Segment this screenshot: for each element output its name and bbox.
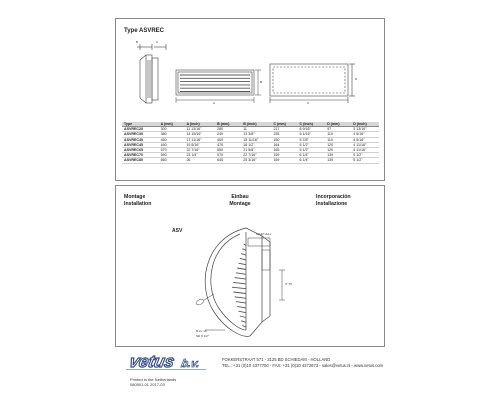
- louvre-slat: [242, 326, 246, 328]
- table-cell: 14 15/16": [184, 132, 215, 137]
- table-cell: 490: [159, 142, 185, 147]
- front-dim-a: A: [213, 101, 216, 105]
- table-cell: 164: [271, 142, 297, 147]
- table-cell: 300: [159, 127, 185, 132]
- table-cell: 240: [215, 132, 241, 137]
- louvre-slat: [235, 297, 246, 299]
- table-cell: 139: [325, 158, 351, 163]
- table-cell: 590: [159, 153, 185, 158]
- document-code: 080501.01 2017-03: [130, 382, 165, 387]
- louvre-slat: [237, 268, 246, 270]
- table-cell: 4 5/16": [351, 132, 379, 137]
- heading-incorporacion-es: Incorporación: [316, 194, 351, 200]
- column-header: C (mm): [271, 122, 297, 127]
- side-dim-b: B: [136, 40, 139, 44]
- louvre-slat: [233, 282, 246, 284]
- table-cell: 470: [215, 142, 241, 147]
- type-title: Type ASVREC: [124, 28, 165, 34]
- table-cell: 159: [271, 153, 297, 158]
- table-cell: 11: [241, 127, 271, 132]
- front-dim-b: B: [260, 80, 263, 84]
- printed-in: Printed in the Netherlands: [130, 377, 177, 382]
- table-cell: 450: [159, 137, 185, 142]
- company-address: [222, 357, 383, 369]
- table-cell: 280: [215, 127, 241, 132]
- louvre-slat: [237, 306, 246, 308]
- table-cell: 4 11/16": [351, 142, 379, 147]
- table-cell: 5 1/2": [298, 142, 326, 147]
- table-cell: 550: [215, 148, 241, 153]
- address-line-2: TEL.: +31 (0)10 4377700 - FAX: +31 (0)10 4372673 - sales@vetus.nl - www.vetus.com: [222, 363, 384, 368]
- louvre-slat: [241, 321, 246, 323]
- install-dim-label: 3" 75: [285, 282, 292, 286]
- heading-montage-fr: Montage: [229, 201, 251, 207]
- table-cell: ASVREC65: [122, 148, 159, 153]
- table-cell: 23 1/4": [184, 153, 215, 158]
- table-cell: 110: [325, 137, 351, 142]
- table-cell: 97: [325, 127, 351, 132]
- table-cell: 139: [325, 153, 351, 158]
- table-cell: 5 1/2": [351, 158, 379, 163]
- table-cell: 165: [271, 148, 297, 153]
- column-header: A (inch): [184, 122, 215, 127]
- column-header: C (inch): [298, 122, 326, 127]
- table-cell: 22 7/16": [241, 153, 271, 158]
- table-cell: 26: [184, 158, 215, 163]
- louvre-slat: [239, 311, 247, 313]
- table-cell: ASVREC45: [122, 142, 159, 147]
- table-cell: ASVREC30: [122, 132, 159, 137]
- address-line-1: FOKKERSTRAAT 571 - 3125 BD SCHIEDAM - HOLLAND: [222, 357, 331, 362]
- column-header: D (inch): [351, 122, 379, 127]
- print-info: [130, 377, 176, 387]
- table-cell: 110: [325, 132, 351, 137]
- table-cell: ASVREC40: [122, 137, 159, 142]
- asv-label: ASV: [172, 228, 183, 234]
- table-cell: 21 5/8": [241, 148, 271, 153]
- table-cell: ASVREC80: [122, 158, 159, 163]
- table-cell: 15 11/16": [241, 137, 271, 142]
- heading-installazione-it: Installazione: [316, 201, 348, 207]
- louvre-slat: [239, 263, 247, 265]
- louvre-slat: [242, 249, 246, 251]
- logo-wordmark: vetus: [127, 351, 177, 371]
- table-cell: 13 3/8": [241, 132, 271, 137]
- louvre-slat: [232, 287, 246, 289]
- install-note-1: R.2+ 10: [196, 329, 207, 333]
- install-note-2: NR 8 1/2": [196, 334, 209, 338]
- logo-suffix: b.v.: [179, 358, 201, 370]
- table-cell: 235: [271, 132, 297, 137]
- table-cell: 25 3/16": [241, 158, 271, 163]
- table-cell: 5 1/2": [298, 148, 326, 153]
- louvre-slat: [240, 258, 246, 260]
- table-cell: 570: [215, 153, 241, 158]
- table-cell: 640: [215, 158, 241, 163]
- heading-installation-en: Installation: [124, 201, 152, 207]
- cutout-dim-d: D: [355, 77, 358, 81]
- table-cell: 150: [271, 137, 297, 142]
- table-cell: 120: [325, 142, 351, 147]
- louvre-slat: [235, 278, 246, 280]
- table-cell: 159: [271, 158, 297, 163]
- table-cell: 22 7/16": [184, 148, 215, 153]
- table-cell: 380: [159, 132, 185, 137]
- table-cell: 120: [325, 148, 351, 153]
- table-cell: 8 9/16": [298, 127, 326, 132]
- heading-einbau-de: Einbau: [231, 194, 249, 200]
- heading-montage-nl: Montage: [124, 194, 146, 200]
- louvre-slat: [240, 316, 246, 318]
- table-cell: 6 1/4": [298, 153, 326, 158]
- table-cell: ASVREC70: [122, 153, 159, 158]
- table-cell: 18 1/2": [241, 142, 271, 147]
- table-cell: 11 13/16": [184, 127, 215, 132]
- table-cell: 660: [159, 158, 185, 163]
- louvre-slat: [236, 302, 246, 304]
- table-cell: 400: [215, 137, 241, 142]
- column-header: B (inch): [241, 122, 271, 127]
- table-cell: 6 1/4": [298, 158, 326, 163]
- table-cell: 17 11/16": [184, 137, 215, 142]
- column-header: A (mm): [159, 122, 185, 127]
- table-cell: 570: [159, 148, 185, 153]
- table-cell: 4 11/16": [351, 148, 379, 153]
- louvre-slat: [236, 273, 246, 275]
- table-cell: 4 5/16": [351, 137, 379, 142]
- table-cell: 217: [271, 127, 297, 132]
- kit-label: SCHIP HULL: [256, 233, 272, 236]
- table-cell: 5 7/8": [298, 137, 326, 142]
- column-header: D (mm): [325, 122, 351, 127]
- side-dim-a: A: [156, 40, 159, 44]
- column-header: B (mm): [215, 122, 241, 127]
- louvre-slat: [241, 254, 246, 256]
- table-cell: ASVREC20: [122, 127, 159, 132]
- table-cell: 19 5/16": [184, 142, 215, 147]
- column-header: Type: [122, 122, 159, 127]
- table-cell: 5 1/2": [351, 153, 379, 158]
- table-cell: 5 1/16": [298, 132, 326, 137]
- cutout-dim-c: C: [307, 101, 310, 105]
- louvre-slat: [233, 292, 246, 294]
- table-cell: 3 13/16": [351, 127, 379, 132]
